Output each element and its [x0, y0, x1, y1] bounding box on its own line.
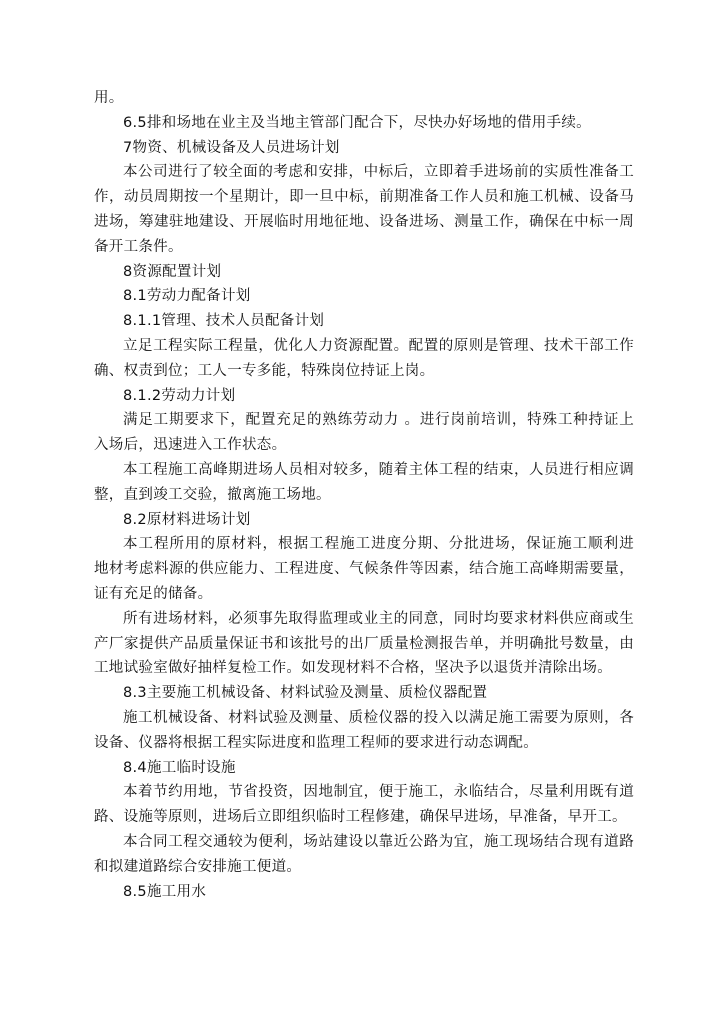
paragraph-line: 工地试验室做好抽样复检工作。如发现材料不合格，坚决予以退货并清除出场。: [94, 660, 612, 677]
section-heading: 8.4施工临时设施: [123, 759, 236, 776]
paragraph-line: 备开工条件。: [94, 238, 183, 255]
section-heading: 6.5排和场地在业主及当地主管部门配合下，尽快办好场地的借用手续。: [123, 114, 591, 131]
section-heading: 8.1.2劳动力计划: [123, 387, 236, 404]
section-heading: 8.1劳动力配备计划: [123, 288, 251, 305]
paragraph-line: 产厂家提供产品质量保证书和该批号的出厂质量检测报告单，并明确批号数量，由: [94, 635, 634, 652]
paragraph-line: 进场，筹建驻地建设、开展临时用地征地、设备进场、测量工作，确保在中标一周: [94, 213, 634, 230]
section-heading: 8.5施工用水: [123, 883, 207, 900]
paragraph-line: 确、权责到位；工人一专多能，特殊岗位持证上岗。: [94, 362, 435, 379]
paragraph-line: 本着节约用地，节省投资，因地制宜，便于施工，永临结合，尽量利用既有道: [123, 784, 634, 801]
paragraph-line: 设备、仪器将根据工程实际进度和监理工程师的要求进行动态调配。: [94, 734, 538, 751]
paragraph-line: 证有充足的储备。: [94, 585, 213, 602]
paragraph-line: 路、设施等原则，进场后立即组织临时工程修建，确保早进场，早准备，早开工。: [94, 809, 627, 826]
paragraph-line: 地材考虑料源的供应能力、工程进度、气候条件等因素，结合施工高峰期需要量，: [94, 561, 634, 578]
paragraph-line: 作，动员周期按一个星期计，即一旦中标，前期准备工作人员和施工机械、设备马: [94, 189, 634, 206]
paragraph-line: 入场后，迅速进入工作状态。: [94, 437, 287, 454]
paragraph-line: 本工程施工高峰期进场人员相对较多，随着主体工程的结束，人员进行相应调: [123, 461, 634, 478]
paragraph-line: 施工机械设备、材料试验及测量、质检仪器的投入以满足施工需要为原则，各: [123, 709, 634, 726]
document-body: [94, 86, 634, 904]
section-heading: 7物资、机械设备及人员进场计划: [123, 139, 340, 156]
section-heading: 8.3主要施工机械设备、材料试验及测量、质检仪器配置: [123, 685, 488, 702]
section-heading: 8.1.1管理、技术人员配备计划: [123, 313, 325, 330]
paragraph-line: 本公司进行了较全面的考虑和安排，中标后，立即着手进场前的实质性准备工: [123, 164, 634, 181]
section-heading: 8资源配置计划: [123, 263, 222, 280]
paragraph-line: 用。: [94, 90, 124, 106]
paragraph-line: 满足工期要求下，配置充足的熟练劳动力 。进行岗前培训，特殊工种持证上: [123, 412, 634, 429]
paragraph-line: 所有进场材料，必须事先取得监理或业主的同意，同时均要求材料供应商或生: [123, 610, 634, 627]
paragraph-line: 本合同工程交通较为便利，场站建设以靠近公路为宜，施工现场结合现有道路: [123, 833, 634, 850]
paragraph-line: 和拟建道路综合安排施工便道。: [94, 858, 302, 875]
paragraph-line: 整，直到竣工交验，撤离施工场地。: [94, 486, 331, 503]
paragraph-line: 立足工程实际工程量，优化人力资源配置。配置的原则是管理、技术干部工作: [123, 337, 634, 354]
paragraph-line: 本工程所用的原材料，根据工程施工进度分期、分批进场，保证施工顺利进: [123, 536, 634, 553]
section-heading: 8.2原材料进场计划: [123, 511, 251, 528]
